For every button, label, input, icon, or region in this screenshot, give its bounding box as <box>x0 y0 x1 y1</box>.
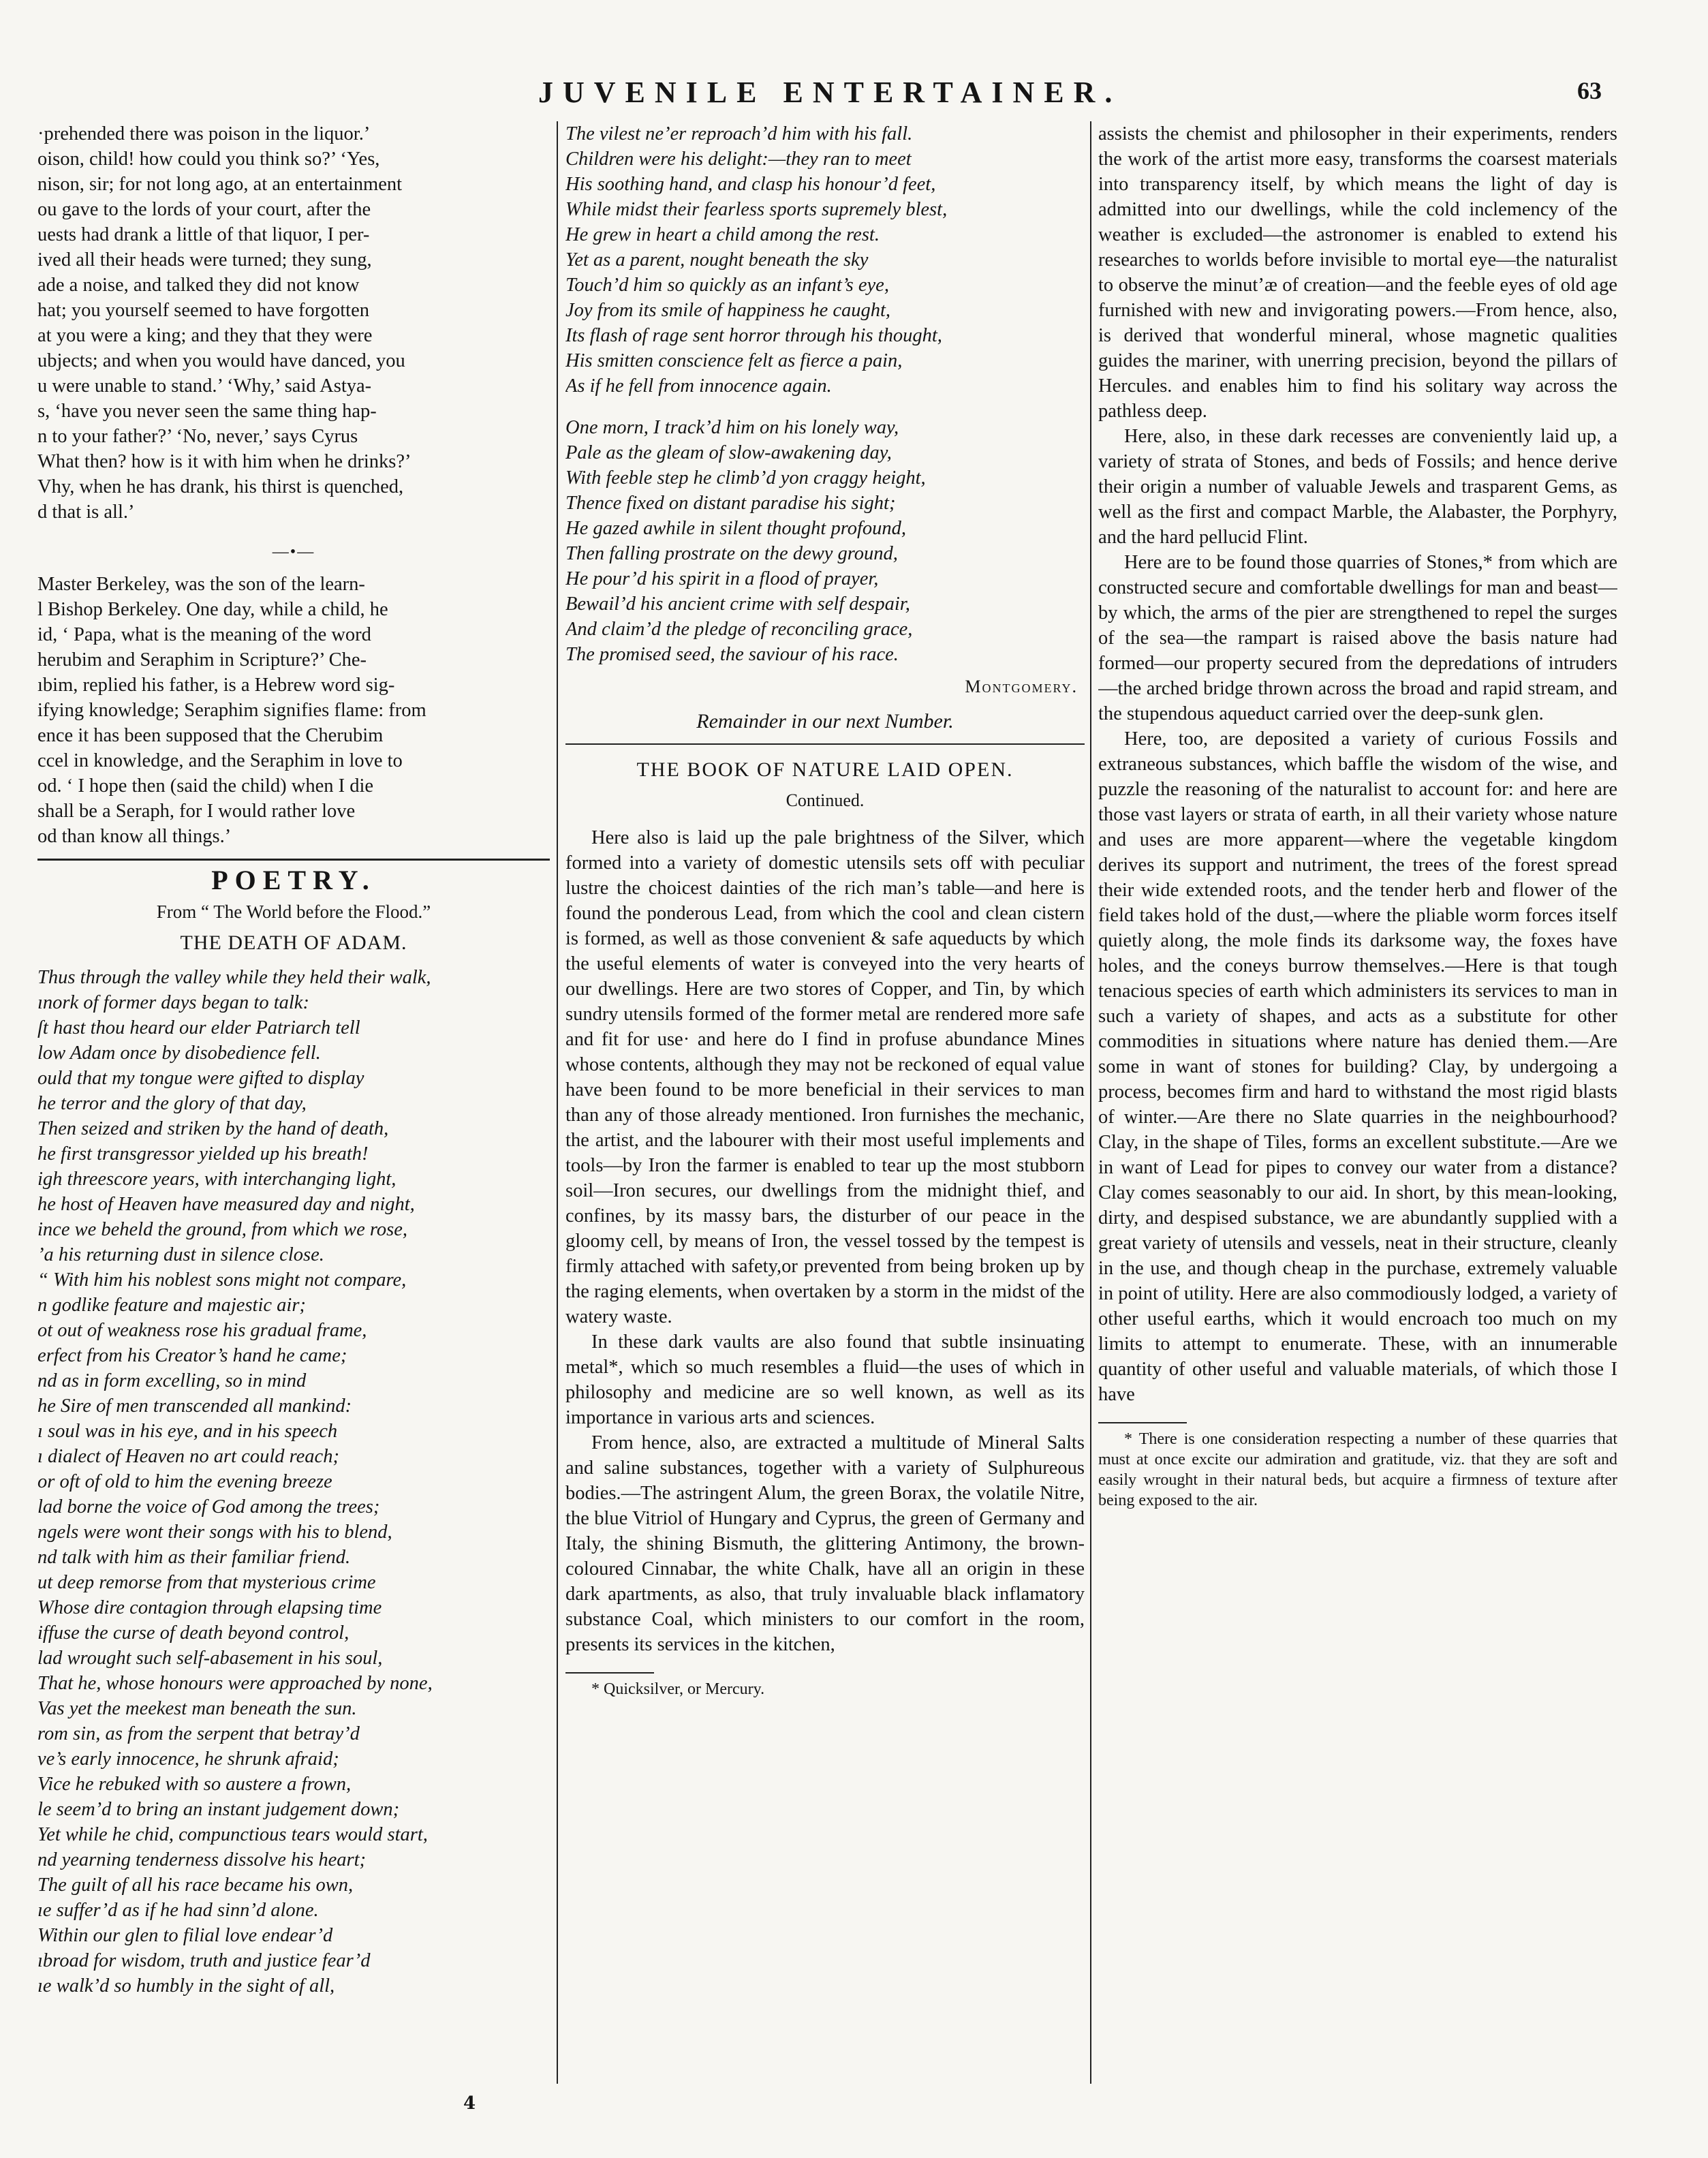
poem-line: ı dialect of Heaven no art could reach; <box>37 1446 339 1467</box>
poem-line: igh threescore years, with interchanging light, <box>37 1169 397 1190</box>
poem-line: Thus through the valley while they held their walk, <box>37 967 431 988</box>
poem-line: ıe suffer’d as if he had sinn’d alone. <box>37 1900 319 1921</box>
poem-line: ve’s early innocence, he shrunk afraid; <box>37 1748 339 1770</box>
page-number: 63 <box>1577 77 1602 104</box>
poem-line: The vilest ne’er reproach’d him with his fall. <box>565 123 913 144</box>
poem-line: Then falling prostrate on the dewy ground, <box>565 543 898 564</box>
text-line: od. ‘ I hope then (said the child) when I die <box>37 775 374 797</box>
poem-line: With feeble step he climb’d yon craggy height, <box>565 467 926 489</box>
poem-line: He pour’d his spirit in a flood of prayer, <box>565 568 879 589</box>
poem-line: Yet while he chid, compunctious tears would start, <box>37 1824 428 1845</box>
poem-line: He gazed awhile in silent thought profound, <box>565 518 907 539</box>
poem-line: Touch’d him so quickly as an infant’s eye, <box>565 275 889 296</box>
text-line: nison, sir; for not long ago, at an entertainment <box>37 174 403 195</box>
poem-line: Pale as the gleam of slow-awakening day, <box>565 442 892 463</box>
poem-line: As if he fell from innocence again. <box>565 375 832 397</box>
text-line: u were unable to stand.’ ‘Why,’ said Astya- <box>37 375 372 397</box>
text-line: What then? how is it with him when he drinks?’ <box>37 451 412 472</box>
section-rule <box>37 859 550 861</box>
text-line: od than know all things.’ <box>37 826 232 847</box>
text-line: ubjects; and when you would have danced, you <box>37 350 405 371</box>
poetry-source: From “ The World before the Flood.” <box>156 901 431 922</box>
poem-line: he host of Heaven have measured day and night, <box>37 1194 415 1215</box>
poem-line: ould that my tongue were gifted to display <box>37 1068 364 1089</box>
poem-line: Vice he rebuked with so austere a frown, <box>37 1774 352 1795</box>
article-paragraph: Here also is laid up the pale brightness of the Silver, which formed into a variety of domestic utensils sets off with peculiar lustre the choicest dainties of the rich man’s table—and here is found the ponderous Lead, from which the cool and clean cistern is formed, as well as those convenient & safe aqueducts by which the useful elements of water is conveyed into the very hearts of our dwellings. Here are two stores of Copper, and Tin, by which sundry utensils formed of the former metal are rendered more safe and fit for use· and here do I find in profuse abundance Mines whose contents, although they may not be reckoned of equal value have been found to be more beneficial in their services to man than any of those already mentioned. Iron furnishes the mechanic, the artist, and the labourer with their most useful implements and tools—by Iron the farmer is enabled to tear up the most stubborn soil—Iron secures, our dwellings from the midnight thief, and confines, by its massy bars, the disturber of our peace in the gloomy cell, by means of Iron, the vessel tossed by the tempest is firmly attached with safety,or prevented from being broken up by the raging elements, when overtaken by a storm in the midst of the watery waste. <box>565 827 1085 1327</box>
text-line: oison, child! how could you think so?’ ‘Yes, <box>37 149 380 170</box>
running-title: JUVENILE ENTERTAINER. <box>538 76 1122 109</box>
poem-line: lad borne the voice of God among the trees; <box>37 1496 380 1517</box>
poem-line: And claim’d the pledge of reconciling grace, <box>565 619 913 640</box>
text-line: ·prehended there was poison in the liquor.’ <box>37 123 371 144</box>
poem-line: le seem’d to bring an instant judgement down; <box>37 1799 400 1820</box>
column-left <box>37 121 550 2070</box>
poem-line: ı soul was in his eye, and in his speech <box>37 1421 338 1442</box>
column-right <box>1098 121 1617 2070</box>
poem-line: “ With him his noblest sons might not compare, <box>37 1269 407 1291</box>
article-paragraph: Here are to be found those quarries of Stones,* from which are constructed secure and comfortable dwellings for man and beast—by which, the arms of the pier are strengthened to repel the surges of the sea—the rampart is raised above the basis nature had formed—our property secured from the depredations of intruders—the arched bridge thrown across the broad and rapid stream, and the stupendous aqueduct carried over the deep-sunk glen. <box>1098 552 1617 724</box>
poem-line: ıe walk’d so humbly in the sight of all, <box>37 1975 335 1997</box>
poem-line: Then seized and striken by the hand of death, <box>37 1118 389 1139</box>
poem-line: rom sin, as from the serpent that betray’d <box>37 1723 360 1744</box>
poem-attribution: Montgomery. <box>965 677 1078 696</box>
footnote-rule <box>1098 1422 1187 1423</box>
poem-line: While midst their fearless sports supremely blest, <box>565 199 948 220</box>
poem-line: Its flash of rage sent horror through his thought, <box>565 325 942 346</box>
article-continued: Continued. <box>786 790 865 810</box>
text-line: l Bishop Berkeley. One day, while a child, he <box>37 599 388 620</box>
poem-line: or oft of old to him the evening breeze <box>37 1471 332 1492</box>
poem-line: erfect from his Creator’s hand he came; <box>37 1345 347 1366</box>
poem-line: ıbroad for wisdom, truth and justice fear’d <box>37 1950 371 1971</box>
text-line: at you were a king; and they that they were <box>37 325 373 346</box>
poem-line: ſt hast thou heard our elder Patriarch tell <box>37 1017 360 1038</box>
poem-death-of-adam-part3 <box>565 415 1085 667</box>
text-line: id, ‘ Papa, what is the meaning of the word <box>37 624 371 645</box>
text-line: ifying knowledge; Seraphim signifies flame: from <box>37 700 426 721</box>
section-rule <box>565 743 1085 745</box>
text-line: hat; you yourself seemed to have forgotten <box>37 300 370 321</box>
poem-line: Children were his delight:—they ran to meet <box>565 149 912 170</box>
section-separator: —•— <box>272 543 315 561</box>
poem-line: ut deep remorse from that mysterious crime <box>37 1572 376 1593</box>
poem-title: THE DEATH OF ADAM. <box>180 931 407 954</box>
poem-line: The guilt of all his race became his own, <box>37 1875 354 1896</box>
poem-line: lad wrought such self-abasement in his soul, <box>37 1648 383 1669</box>
poem-death-of-adam-part1 <box>37 965 550 1999</box>
text-line: ade a noise, and talked they did not know <box>37 275 360 296</box>
page-header <box>0 75 1708 116</box>
footnote-rule <box>565 1672 654 1674</box>
cyrus-dialogue <box>37 121 550 525</box>
column-rule-right <box>1090 121 1091 2084</box>
poem-line: ngels were wont their songs with his to blend, <box>37 1522 392 1543</box>
text-line: ccel in knowledge, and the Seraphim in love to <box>37 750 403 771</box>
poem-line: Whose dire contagion through elapsing time <box>37 1597 382 1618</box>
poem-line: His smitten conscience felt as fierce a pain, <box>565 350 903 371</box>
poem-line: The promised seed, the saviour of his race. <box>565 644 899 665</box>
poem-line: Joy from its smile of happiness he caught, <box>565 300 891 321</box>
poem-line: nd as in form excelling, so in mind <box>37 1370 307 1391</box>
footnote: * There is one consideration respecting a number of these quarries that must at once excite our admiration and gratitude, viz. that they are soft and easily wrought in their natural beds, but acquire a firmness of texture after being exposed to the air. <box>1098 1430 1617 1509</box>
poem-line: Thence fixed on distant paradise his sight; <box>565 493 896 514</box>
poem-line: ınork of former days began to talk: <box>37 992 309 1013</box>
article-paragraph: Here, also, in these dark recesses are conveniently laid up, a variety of strata of Stones, and beds of Fossils; and hence derive their origin a number of valuable Jewels and trasparent Gems, as well as the first and compact Marble, the Alabaster, the Porphyry, and the hard pellucid Flint. <box>1098 426 1617 548</box>
text-line: s, ‘have you never seen the same thing hap- <box>37 401 377 422</box>
text-line: uests had drank a little of that liquor, I per- <box>37 224 370 245</box>
berkeley-anecdote <box>37 572 550 849</box>
poem-line: nd talk with him as their familiar friend. <box>37 1547 351 1568</box>
poem-line: One morn, I track’d him on his lonely way, <box>565 417 899 438</box>
text-line: ıbim, replied his father, is a Hebrew word sig- <box>37 675 395 696</box>
text-line: Vhy, when he has drank, his thirst is quenched, <box>37 476 404 497</box>
poem-line: Within our glen to filial love endear’d <box>37 1925 333 1946</box>
text-line: d that is all.’ <box>37 502 135 523</box>
poem-line: nd yearning tenderness dissolve his heart; <box>37 1849 367 1870</box>
column-rule-left <box>557 121 558 2084</box>
text-line: ou gave to the lords of your court, after the <box>37 199 371 220</box>
article-title: THE BOOK OF NATURE LAID OPEN. <box>636 758 1014 781</box>
article-paragraph: In these dark vaults are also found that subtle insinuating metal*, which so much resembles a fluid—the uses of which in philosophy and medicine are so well known, as well as its importance in various arts and sciences. <box>565 1331 1085 1428</box>
poem-line: he Sire of men transcended all mankind: <box>37 1396 352 1417</box>
text-line: ived all their heads were turned; they sung, <box>37 249 372 271</box>
text-line: Master Berkeley, was the son of the learn- <box>37 574 365 595</box>
text-line: herubim and Seraphim in Scripture?’ Che- <box>37 649 367 670</box>
poem-line: low Adam once by disobedience fell. <box>37 1043 321 1064</box>
article-paragraph: assists the chemist and philosopher in their experiments, renders the work of the artist more easy, transforms the coarsest materials into transparency itself, by which means the light of day is admitted into our dwellings, while the cold inclemency of the weather is excluded—the astronomer is enabled to extend his researches to worlds before invisible to mortal eye—the naturalist to observe the minut’æ of creation—and the feeble eyes of old age furnished with new and invigorating powers.—From hence, also, is derived that wonderful mineral, whose magnetic qualities guides the mariner, with unerring precision, beyond the pillars of Hercules. and enables him to find his solitary way across the pathless deep. <box>1098 123 1617 422</box>
poem-line: ince we beheld the ground, from which we rose, <box>37 1219 407 1240</box>
poem-line: n godlike feature and majestic air; <box>37 1295 306 1316</box>
signature-mark: 4 <box>463 2093 476 2114</box>
poem-line: iffuse the curse of death beyond control, <box>37 1622 350 1644</box>
poem-line: ot out of weakness rose his gradual frame, <box>37 1320 367 1341</box>
poem-line: ’a his returning dust in silence close. <box>37 1244 324 1265</box>
text-line: n to your father?’ ‘No, never,’ says Cyrus <box>37 426 358 447</box>
poem-line: His soothing hand, and clasp his honour’d feet, <box>565 174 936 195</box>
poetry-heading: POETRY. <box>211 865 376 895</box>
column-middle <box>565 121 1085 2070</box>
footnote: * Quicksilver, or Mercury. <box>591 1680 765 1698</box>
poem-line: he terror and the glory of that day, <box>37 1093 307 1114</box>
poem-line: That he, whose honours were approached by none, <box>37 1673 433 1694</box>
text-line: shall be a Seraph, for I would rather love <box>37 801 356 822</box>
poem-line: Bewail’d his ancient crime with self despair, <box>565 594 910 615</box>
poem-line: He grew in heart a child among the rest. <box>565 224 880 245</box>
poem-line: Yet as a parent, nought beneath the sky <box>565 249 869 271</box>
article-paragraph: From hence, also, are extracted a multitude of Mineral Salts and saline substances, together with a variety of Sulphureous bodies.—The astringent Alum, the green Borax, the volatile Nitre, the blue Vitriol of Hungary and Cyprus, the green of Germany and Italy, the shining Bismuth, the glittering Antimony, the brown-coloured Cinnabar, the white Chalk, have all an origin in these dark apartments, as also, that truly invaluable black inflamatory substance Coal, which ministers to our comfort in the room, presents its services in the kitchen, <box>565 1432 1085 1655</box>
article-paragraph: Here, too, are deposited a variety of curious Fossils and extraneous substances, which baffle the wisdom of the wise, and puzzle the reasoning of the naturalist to account for: and here are those vast layers or strata of earth, in all their variety whose nature and uses are more apparent—where the vegetable kingdom derives its support and nutriment, the trees of the forest spread their wide extended roots, and the tender herb and flower of the field takes hold of the dust,—where the pliable worm forces itself quietly along, the mole finds its darksome way, the foxes have holes, and the coneys burrow themselves.—Here is that tough tenacious species of earth which administers its services to man in such a variety of shapes, and acts as a substitute for other commodities in situations where nature has denied them.—Are some in want of stones for building? Clay, by undergoing a process, becomes firm and hard to withstand the most rigid blasts of winter.—Are there no Slate quarries in the neighbourhood? Clay, in the shape of Tiles, forms an excellent substitute.—Are we in want of Lead for pipes to convey our water from a distance? Clay comes seasonably to our aid. In short, by this mean-looking, dirty, and despised substance, we are abundantly supplied with a great variety of utensils and vessels, neat in their structure, cleanly in the use, and though cheap in the purchase, extremely valuable in point of utility. Here are also commodiously lodged, a variety of other useful earths, which it would encroach too much on my limits to attempt to enumerate. These, with an innumerable quantity of other useful and valuable materials, of which those I have <box>1098 728 1617 1405</box>
remainder-note: Remainder in our next Number. <box>696 710 954 733</box>
poem-line: Vas yet the meekest man beneath the sun. <box>37 1698 357 1719</box>
poem-line: he first transgressor yielded up his breath! <box>37 1143 369 1165</box>
poem-death-of-adam-part2 <box>565 121 1085 399</box>
text-line: ence it has been supposed that the Cherubim <box>37 725 384 746</box>
